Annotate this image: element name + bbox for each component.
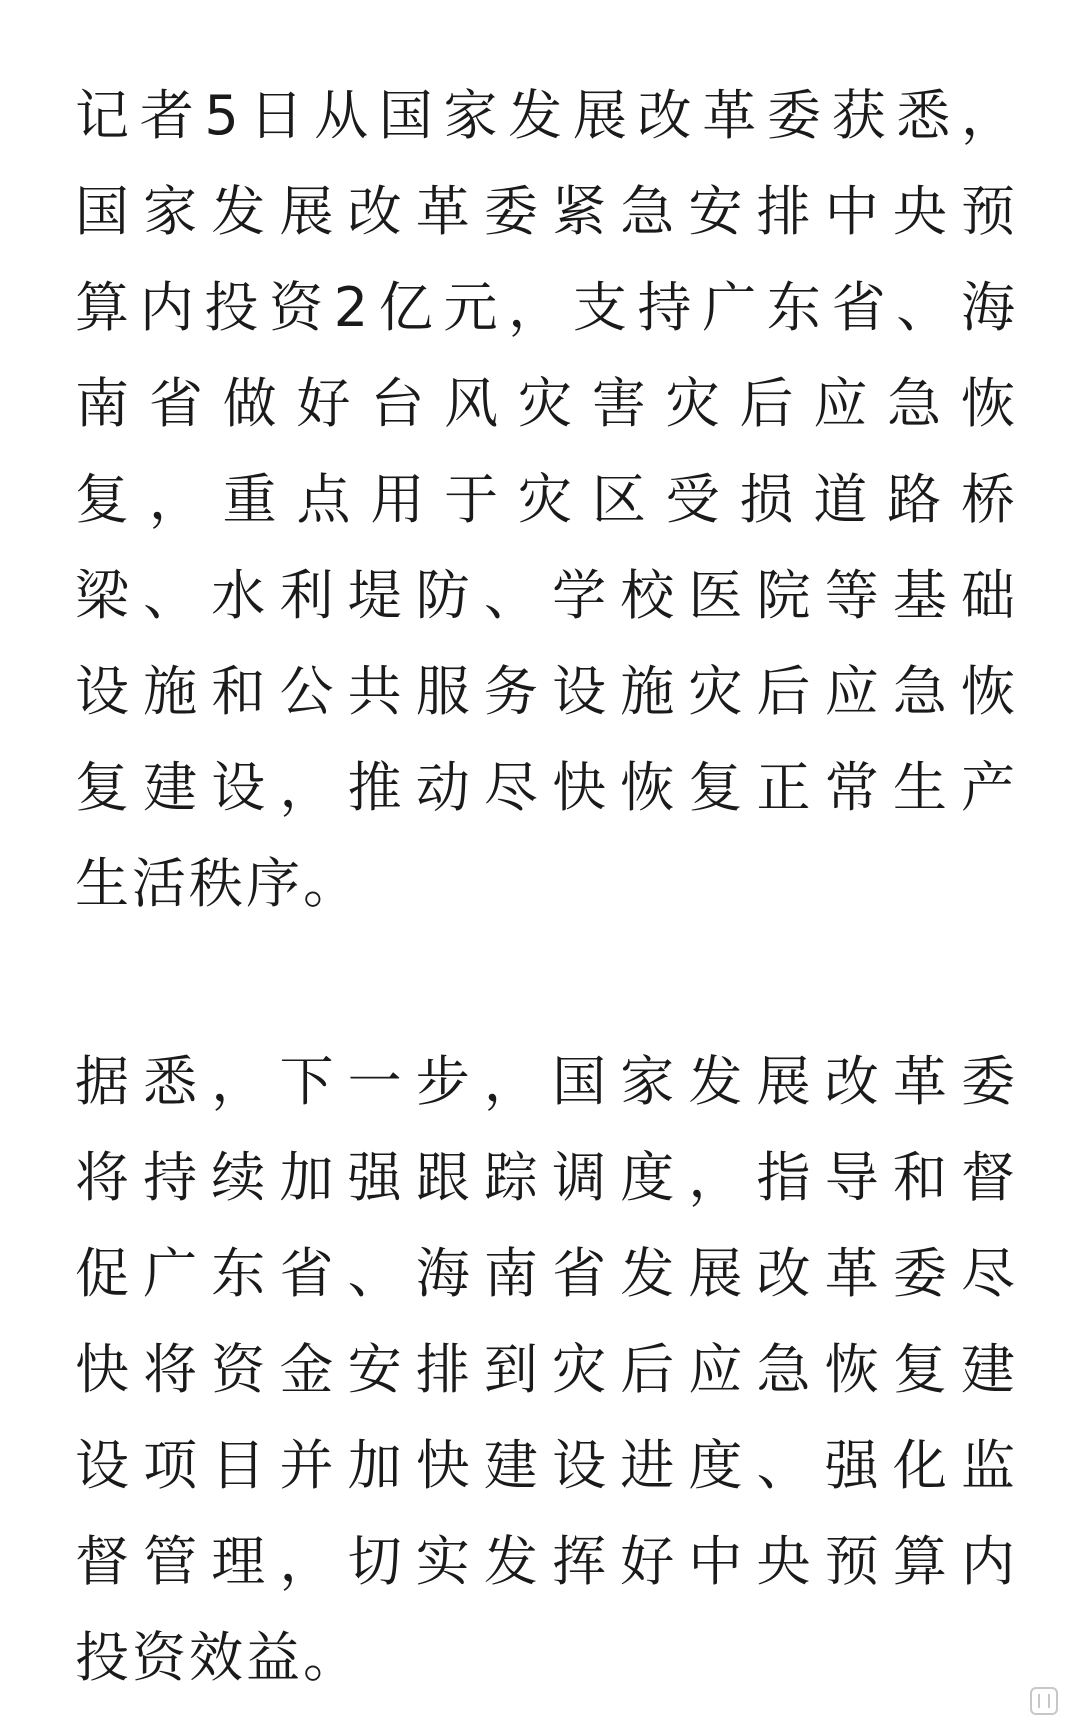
text-line: 算内投资2亿元，支持广东省、海: [75, 276, 1015, 339]
text-line: 复，重点用于灾区受损道路桥: [75, 468, 1015, 531]
text-line: 记者5日从国家发展改革委获悉，: [75, 84, 1015, 147]
text-line: 促广东省、海南省发展改革委尽: [75, 1242, 1015, 1305]
text-line: 国家发展改革委紧急安排中央预: [75, 180, 1015, 243]
paragraph-spacer: [75, 932, 1015, 1034]
text-line: 将持续加强跟踪调度，指导和督: [75, 1146, 1015, 1209]
article-body: [75, 68, 1015, 1706]
app-logo-icon: [1030, 1687, 1058, 1715]
paragraph-2: [75, 1034, 1015, 1706]
text-line: 设施和公共服务设施灾后应急恢: [75, 660, 1015, 723]
text-line: 复建设，推动尽快恢复正常生产: [75, 756, 1015, 819]
text-line: 南省做好台风灾害灾后应急恢: [75, 372, 1015, 435]
text-line: 督管理，切实发挥好中央预算内: [75, 1530, 1015, 1593]
text-line: 据悉，下一步，国家发展改革委: [75, 1050, 1015, 1113]
text-line: 梁、水利堤防、学校医院等基础: [75, 564, 1015, 627]
watermark: [1030, 1687, 1058, 1715]
text-line: 快将资金安排到灾后应急恢复建: [75, 1338, 1015, 1401]
text-line: 投资效益。: [75, 1626, 360, 1689]
text-line: 生活秩序。: [75, 852, 360, 915]
paragraph-1: [75, 68, 1015, 932]
text-line: 设项目并加快建设进度、强化监: [75, 1434, 1015, 1497]
